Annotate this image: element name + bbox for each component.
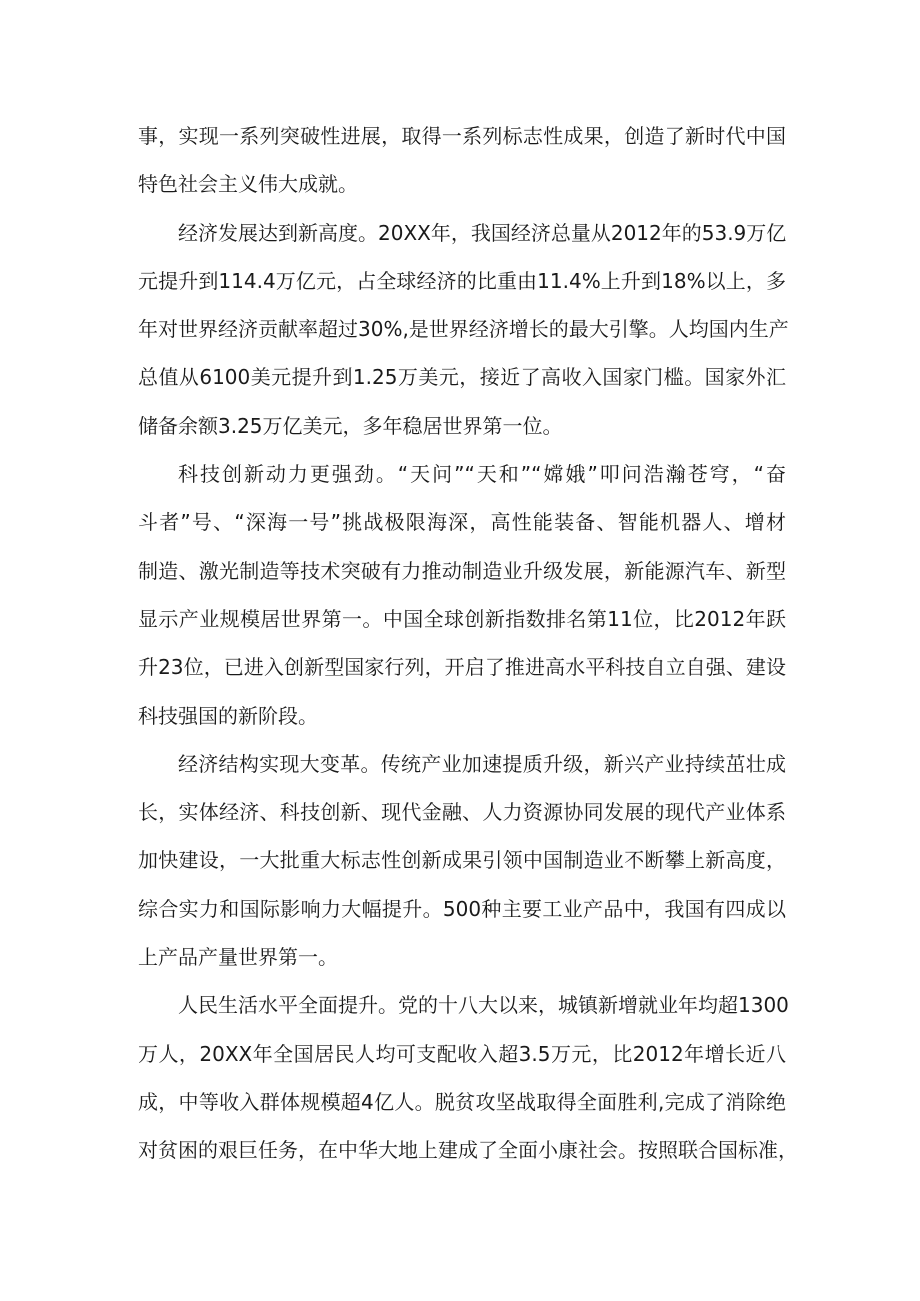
paragraph-first-line: 经济发展达到新高度。20XX年，我国经济总量从2012年的53.9万亿 <box>178 220 787 245</box>
text-line: 升23位，已进入创新型国家行列，开启了推进高水平科技自立自强、建设 <box>138 655 786 680</box>
text-line: 储备余额3.25万亿美元，多年稳居世界第一位。 <box>138 413 563 438</box>
text-line: 元提升到114.4万亿元，占全球经济的比重由11.4%上升到18%以上，多 <box>138 268 786 293</box>
text-line: 成，中等收入群体规模超4亿人。脱贫攻坚战取得全面胜利,完成了消除绝 <box>138 1089 786 1114</box>
text-line: 对贫困的艰巨任务，在中华大地上建成了全面小康社会。按照联合国标准， <box>138 1138 798 1163</box>
paragraph-first-line: 经济结构实现大变革。传统产业加速提质升级，新兴产业持续茁壮成 <box>178 751 786 776</box>
text-line: 总值从6100美元提升到1.25万美元，接近了高收入国家门槛。国家外汇 <box>138 365 786 390</box>
text-line: 万人，20XX年全国居民人均可支配收入超3.5万元，比2012年增长近八 <box>138 1041 786 1066</box>
text-line: 斗者”号、“深海一号”挑战极限海深，高性能装备、智能机器人、增材 <box>138 510 786 535</box>
text-line: 加快建设，一大批重大标志性创新成果引领中国制造业不断攀上新高度， <box>138 848 786 873</box>
document-body <box>138 112 798 1175</box>
paragraph-first-line: 科技创新动力更强劲。“天问”“天和”“嫦娥”叩问浩瀚苍穹，“奋 <box>178 462 786 487</box>
paragraph-first-line: 人民生活水平全面提升。党的十八大以来，城镇新增就业年均超1300 <box>178 993 789 1018</box>
text-line: 综合实力和国际影响力大幅提升。500种主要工业产品中，我国有四成以 <box>138 896 786 921</box>
text-line: 年对世界经济贡献率超过30%,是世界经济增长的最大引擎。人均国内生产 <box>138 317 789 342</box>
text-line: 长，实体经济、科技创新、现代金融、人力资源协同发展的现代产业体系 <box>138 800 786 825</box>
text-line: 特色社会主义伟大成就。 <box>138 172 358 197</box>
text-line: 显示产业规模居世界第一。中国全球创新指数排名第11位，比2012年跃 <box>138 606 786 631</box>
text-line: 科技强国的新阶段。 <box>138 703 318 728</box>
text-line: 事，实现一系列突破性进展，取得一系列标志性成果，创造了新时代中国 <box>138 124 786 148</box>
text-line: 上产品产量世界第一。 <box>138 945 338 970</box>
text-line: 制造、激光制造等技术突破有力推动制造业升级发展，新能源汽车、新型 <box>138 558 786 583</box>
